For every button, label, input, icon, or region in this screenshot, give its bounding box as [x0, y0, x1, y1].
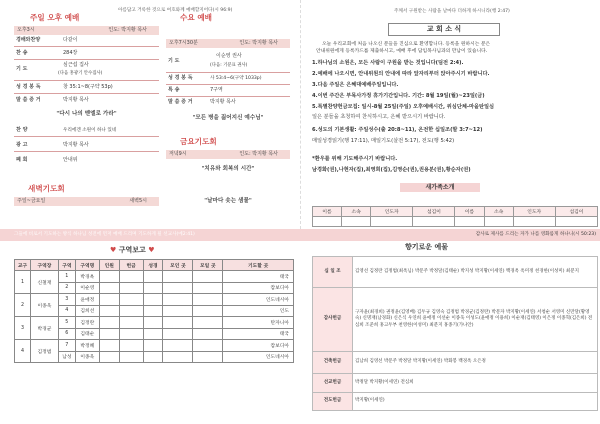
wednesday-time: 오후7시30분 — [169, 40, 198, 46]
sunday-row-label: 광 고 — [16, 142, 28, 148]
divider — [14, 80, 159, 81]
notice-item: 4.이번 주간은 부목사가정 휴가기간입니다. 기간: 8월 19일(월)~23일(금) — [312, 93, 485, 99]
sunday-row-value: 박지황 목사 — [63, 142, 89, 148]
table-row — [15, 294, 294, 306]
notice-item: 5.특별찬양헌금모집: 일시-8월 25일(주일) 오후예배시간, 위심단체-마을탄일심 — [312, 104, 495, 110]
welcome-line: 안내위원에게 등록카드를 제출하시고, 예배 후에 담임목사님과의 만남이 있습니다. — [316, 49, 488, 54]
empty-cell — [193, 271, 223, 283]
zone-name-cell: 김희선 — [75, 305, 99, 317]
prayer-place-cell: 태국 — [223, 328, 294, 340]
empty-cell — [193, 328, 223, 340]
offering-table — [312, 256, 598, 411]
wednesday-sermon-title: "모든 병을 짊어지신 예수님" — [192, 115, 264, 121]
zone-cell: 6 — [58, 328, 75, 340]
table-row — [313, 217, 598, 227]
empty-cell — [342, 217, 371, 227]
divider — [14, 151, 159, 152]
empty-cell — [163, 271, 193, 283]
empty-cell — [163, 328, 193, 340]
offering-names: 박정달 박지황(이세연) 전심희 — [353, 374, 598, 393]
prayer-place-cell: 캄보디아 — [223, 340, 294, 352]
heart-icon: ♥ — [110, 246, 117, 254]
bottom-verse-left: 그들에 비로서 기도하는 방식 하나님 성전에 먼저 예배 드리며 기도하게 될 선교사(예2:41) — [14, 232, 195, 237]
table-row — [15, 271, 294, 283]
col-header: 이름 — [455, 207, 484, 217]
sunday-row-label: 성 경 봉 독 — [16, 84, 41, 90]
wednesday-row-label: 특 송 — [168, 87, 180, 93]
offering-names: 박지황(이세연) — [353, 393, 598, 411]
col-header: 성경 — [143, 260, 163, 271]
wednesday-row-value: 사 53:4~6(구약 1033p) — [210, 76, 262, 81]
offering-category: 감사헌금 — [313, 288, 353, 352]
empty-cell — [143, 351, 163, 363]
empty-cell — [119, 282, 143, 294]
table-row — [15, 340, 294, 352]
sunday-sermon-title: "다시 나의 벧엘로 가라" — [56, 111, 117, 117]
empty-cell — [193, 351, 223, 363]
leader-cell: 이종욱 — [30, 294, 58, 317]
zone-cell: 4 — [58, 305, 75, 317]
col-header: 구역 — [58, 260, 75, 271]
notice-item: 6.성도의 기본생활: 주일성수(출 20:8~11), 온전한 십일조(말 3:7~12) — [312, 127, 483, 133]
church-news-title: 교 회 소 식 — [388, 23, 500, 36]
table-row — [313, 288, 598, 352]
group-report-heading — [110, 246, 155, 255]
empty-cell — [143, 305, 163, 317]
dawn-time: 새벽5시 — [129, 198, 147, 204]
sunday-row-value: 안내위 — [63, 157, 78, 163]
col-header: 섬김이 — [413, 207, 455, 217]
wednesday-title: 수요 예배 — [180, 13, 212, 22]
top-verse-left: 아름답고 거룩한 것으로 여호와께 예배할지어다(시 96:9) — [118, 8, 233, 13]
friday-theme: "치유와 회복의 시간" — [201, 166, 255, 172]
empty-cell — [163, 351, 193, 363]
prayer-place-cell: 인도네시아 — [223, 294, 294, 306]
dawn-time-bar — [14, 197, 159, 206]
sunday-row-label: 말 씀 증 거 — [16, 97, 41, 103]
empty-cell — [143, 271, 163, 283]
wednesday-officiant: 인도: 박지황 목사 — [239, 40, 278, 46]
col-header: 헌금 — [119, 260, 143, 271]
leader-cell: 신철재 — [30, 271, 58, 294]
group-report-title: 구역보고 — [118, 246, 146, 254]
parish-cell: 3 — [15, 317, 31, 340]
leader-cell: 김정범 — [30, 340, 58, 363]
sunday-time-bar — [14, 26, 159, 35]
sunday-row-label: 기 도 — [16, 66, 28, 72]
bottom-verse-band — [0, 229, 300, 241]
empty-cell — [143, 317, 163, 329]
group-report-table — [14, 259, 294, 363]
divider — [14, 136, 159, 137]
empty-cell — [119, 317, 143, 329]
empty-cell — [413, 217, 455, 227]
wednesday-row-value-next: (다음: 기분표 권사) — [210, 63, 248, 68]
empty-cell — [99, 282, 119, 294]
divider — [166, 84, 290, 85]
page-fold — [300, 0, 301, 229]
offering-names: 김남희 김영선 박문주 박정달 박지황(이세연) 박화봉 백경옥 오은정 — [353, 352, 598, 374]
offering-names: 구자윤(최경희) 권정윤(김영배) 김두규 김영숙 김정범 박경균(김정란) 박문자 박지황(이세연) 서청순 서영미 신만달(황영숙) 신명재(남경화) 신은식 우연희 윤애정 이선순 이종욱 이성도(윤애정 이용희) 이순재(김태영) 이은정 이종혁(김은희) 전심희 조준희 홍고두부 천영한(이성미) 최분지 홍종기(가나안) — [353, 288, 598, 352]
empty-cell — [555, 217, 597, 227]
zone-name-cell: 박정혜 — [75, 340, 99, 352]
prayer-request-list: 남경화(권),나현자(집),최영희(집),김영순(권),권용분(권),황순자(권) — [312, 167, 471, 173]
sunday-row-value: 심근섭 집사 — [63, 62, 89, 68]
empty-cell — [193, 317, 223, 329]
empty-cell — [119, 305, 143, 317]
zone-name-cell: 이순영 — [75, 282, 99, 294]
offering-category: 건축헌금 — [313, 352, 353, 374]
zone-name-cell: 김태순 — [75, 328, 99, 340]
wednesday-row-value: 이순영 권사 — [216, 53, 242, 59]
parish-cell: 2 — [15, 294, 31, 317]
empty-cell — [163, 340, 193, 352]
empty-cell — [119, 340, 143, 352]
empty-cell — [455, 217, 484, 227]
empty-cell — [119, 271, 143, 283]
divider — [14, 93, 159, 94]
notice-item: 1.하나님의 소원은, 모든 사람이 구원을 받는 것입니다(딤전 2:4). — [312, 60, 464, 66]
sunday-time: 오후3시 — [17, 27, 35, 33]
col-header: 인도자 — [371, 207, 413, 217]
empty-cell — [371, 217, 413, 227]
empty-cell — [119, 351, 143, 363]
col-header: 이름 — [313, 207, 342, 217]
table-row — [313, 393, 598, 411]
friday-officiant: 인도: 박지황 목사 — [239, 151, 278, 157]
wednesday-row-value: 7구역 — [210, 87, 223, 93]
offering-category: 전도헌금 — [313, 393, 353, 411]
sunday-officiant: 인도: 박지황 목사 — [108, 27, 147, 33]
dawn-days: 주일~금요일 — [17, 198, 46, 204]
empty-cell — [143, 328, 163, 340]
heart-icon: ♥ — [148, 246, 155, 254]
offering-category: 십 일 조 — [313, 257, 353, 288]
table-row — [313, 352, 598, 374]
sunday-row-value: 창 35:1~8(구약 53p) — [63, 84, 113, 90]
empty-cell — [143, 340, 163, 352]
empty-cell — [313, 217, 342, 227]
sunday-row-label: 폐 회 — [16, 157, 28, 163]
parish-cell: 4 — [15, 340, 31, 363]
prayer-place-cell: 캄보디아 — [223, 282, 294, 294]
zone-cell: 남성 — [58, 351, 75, 363]
sunday-row-value: 284장 — [63, 50, 78, 56]
empty-cell — [99, 351, 119, 363]
zone-cell: 1 — [58, 271, 75, 283]
empty-cell — [143, 282, 163, 294]
col-header: 구역명 — [75, 260, 99, 271]
col-header: 소속 — [342, 207, 371, 217]
prayer-place-cell: 인도 — [223, 305, 294, 317]
empty-cell — [163, 305, 193, 317]
empty-cell — [513, 217, 555, 227]
empty-cell — [119, 328, 143, 340]
offering-category: 선교헌금 — [313, 374, 353, 393]
wednesday-time-bar — [166, 39, 290, 48]
zone-cell: 5 — [58, 317, 75, 329]
welcome-line: 오늘 우리교회에 처음 나오신 분들을 진심으로 환영합니다. 등록을 원하시는 분은 — [322, 42, 491, 47]
zone-cell: 7 — [58, 340, 75, 352]
prayer-place-cell: 인도네시아 — [223, 351, 294, 363]
empty-cell — [99, 340, 119, 352]
empty-cell — [163, 317, 193, 329]
sunday-row-label: 찬 송 — [16, 50, 28, 56]
empty-cell — [193, 282, 223, 294]
empty-cell — [99, 294, 119, 306]
divider — [166, 72, 290, 73]
friday-time-bar — [166, 150, 290, 159]
empty-cell — [193, 340, 223, 352]
divider — [14, 46, 159, 47]
zone-name-cell: 윤애정 — [75, 294, 99, 306]
wednesday-row-label: 성 경 봉 독 — [168, 75, 193, 81]
empty-cell — [99, 317, 119, 329]
empty-cell — [484, 217, 513, 227]
sunday-row-label: 경배와찬양 — [16, 37, 41, 43]
col-header: 기도할 곳 — [223, 260, 294, 271]
col-header: 인원 — [99, 260, 119, 271]
table-row — [313, 374, 598, 393]
table-row — [313, 257, 598, 288]
top-verse-right: 주께서 구원받는 사람을 날마다 더하게 하시니라(행 2:47) — [394, 9, 510, 14]
empty-cell — [99, 328, 119, 340]
zone-name-cell: 이종욱 — [75, 351, 99, 363]
daily-spring-title: "날마다 솟는 샘물" — [204, 198, 252, 204]
col-header: 교구 — [15, 260, 31, 271]
prayer-place-cell: 태국 — [223, 271, 294, 283]
col-header: 인도자 — [513, 207, 555, 217]
new-family-title: 새가족소개 — [400, 183, 480, 192]
sunday-row-value: 우리에겐 소원이 하나 있네 — [63, 128, 117, 133]
zone-name-cell: 김정란 — [75, 317, 99, 329]
sunday-row-value-next: (다음 홍광기 안수집사) — [58, 71, 103, 76]
table-header-row — [15, 260, 294, 271]
sunday-row-value: 박지황 목사 — [63, 97, 89, 103]
col-header: 구역장 — [30, 260, 58, 271]
empty-cell — [99, 271, 119, 283]
parish-cell: 1 — [15, 271, 31, 294]
empty-cell — [163, 282, 193, 294]
leader-cell: 박경균 — [30, 317, 58, 340]
col-header: 소속 — [484, 207, 513, 217]
col-header: 모일 곳 — [193, 260, 223, 271]
empty-cell — [193, 305, 223, 317]
offering-names: 김영선 김정란 김정범(최옥님) 박문주 박정달(김태순) 박지성 박지황(이세연) 백경옥 옥미정 천경한(이성미) 최분지 — [353, 257, 598, 288]
friday-time: 저녁9시 — [169, 151, 187, 157]
divider — [14, 59, 159, 60]
sunday-afternoon-title: 주일 오후 예배 — [30, 13, 80, 22]
wednesday-row-label: 말 씀 증 거 — [168, 99, 193, 105]
zone-cell: 3 — [58, 294, 75, 306]
notice-item: 일은 분들을 초청하여 찬식하시고, 은혜 받으시기 바랍니다. — [312, 114, 446, 120]
sunday-row-label: 찬 양 — [16, 127, 28, 133]
empty-cell — [143, 294, 163, 306]
prayer-request-heading: *환우를 위해 기도해주시기 바랍니다. — [312, 156, 398, 162]
col-header: 섬김이 — [555, 207, 597, 217]
prayer-place-cell: 탄자니아 — [223, 317, 294, 329]
offering-title: 향기로운 예물 — [405, 243, 449, 251]
empty-cell — [193, 294, 223, 306]
col-header: 모인 곳 — [163, 260, 193, 271]
zone-cell: 2 — [58, 282, 75, 294]
empty-cell — [163, 294, 193, 306]
mid-verse-band — [300, 229, 600, 241]
empty-cell — [119, 294, 143, 306]
dawn-prayer-title: 새벽기도회 — [28, 184, 65, 193]
friday-prayer-title: 금요기도회 — [180, 137, 217, 146]
divider — [166, 96, 290, 97]
zone-name-cell: 박경옥 — [75, 271, 99, 283]
mid-verse: 감사로 제사를 드리는 자가 나를 영화롭게 하나니(시 50:23) — [475, 232, 596, 237]
notice-item: 3.다음 주일은 은혜대예배주일입니다. — [312, 82, 399, 88]
notice-item: 매일성경읽기(행 17:11), 매일기도(살전 5:17), 전도(행 5:42) — [312, 138, 455, 144]
sunday-row-value: 다같이 — [63, 37, 78, 43]
table-header-row — [313, 207, 598, 217]
notice-item: 2.예배에 나오시면, 안내위원의 안내에 따라 앞자리부터 앉아주시기 바랍니다. — [312, 71, 490, 77]
empty-cell — [99, 305, 119, 317]
wednesday-row-value: 박지황 목사 — [210, 99, 236, 105]
new-family-table — [312, 206, 598, 227]
table-row — [15, 317, 294, 329]
wednesday-row-label: 기 도 — [168, 58, 180, 64]
